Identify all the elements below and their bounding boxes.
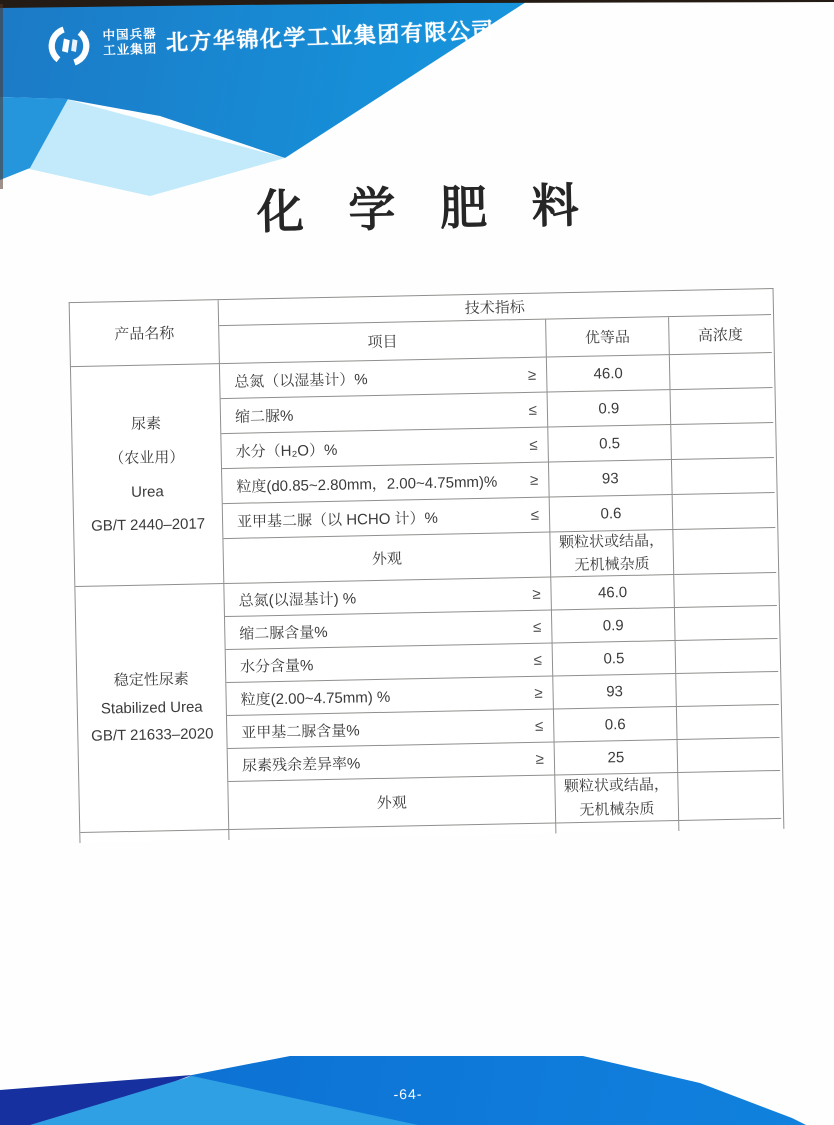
high-conc-cell: [671, 423, 774, 460]
high-conc-cell: [675, 606, 778, 641]
item-label: 总氮(以湿基计) %: [238, 589, 357, 610]
premium-value: 0.5: [553, 641, 677, 676]
premium-value: 93: [549, 460, 673, 497]
item-header-cell: 项目: [219, 320, 547, 365]
norinco-logo-icon: [43, 20, 95, 70]
high-conc-cell: [670, 353, 773, 390]
appearance-label-cell: 外观: [228, 775, 556, 830]
spec-operator: ≥: [529, 471, 539, 489]
high-conc-cell: [676, 639, 779, 674]
partial-row-cell: [556, 821, 679, 843]
item-label: 亚甲基二脲含量%: [241, 721, 360, 742]
premium-value: 25: [555, 740, 679, 775]
premium-value: 46.0: [547, 355, 671, 392]
item-label: 亚甲基二脲（以 HCHO 计）%: [236, 509, 439, 531]
item-label: 粒度(2.00~4.75mm) %: [240, 688, 391, 709]
tech-header-cell: 技术指标: [219, 289, 771, 326]
item-label: 水分（H₂O）%: [235, 441, 338, 461]
spec-operator: ≤: [530, 506, 540, 524]
high-conc-cell: [674, 573, 777, 608]
scan-edge-left: [0, 4, 3, 189]
item-label: 总氮（以湿基计）%: [234, 370, 368, 391]
high-conc-cell: [671, 388, 774, 425]
high-conc-header-cell: 高浓度: [669, 315, 772, 355]
appearance-value-cell: [550, 530, 674, 577]
item-label: 缩二脲%: [234, 407, 294, 426]
spec-operator: ≤: [533, 651, 543, 669]
high-conc-cell: [676, 672, 779, 707]
spec-operator: ≥: [534, 684, 543, 702]
partial-row-cell: [679, 819, 781, 843]
appearance-value-line: 颗粒状或结晶，: [558, 531, 665, 552]
product-line: 尿素: [130, 415, 162, 433]
appearance-value-line: 无机械杂质: [574, 555, 650, 575]
high-conc-cell: [677, 705, 780, 740]
premium-value: 0.6: [550, 495, 674, 532]
spec-operator: ≤: [532, 618, 542, 636]
spec-table: [69, 288, 785, 843]
high-conc-cell: [673, 528, 776, 575]
group-name-line2: 工业集团: [102, 41, 158, 58]
appearance-value-line: 无机械杂质: [579, 799, 655, 819]
product-cell-urea: [71, 364, 224, 587]
product-line: 稳定性尿素: [113, 670, 189, 690]
premium-value: 93: [553, 674, 677, 709]
spec-operator: ≤: [528, 401, 538, 419]
product-line: Urea: [131, 482, 164, 501]
group-name-line1: 中国兵器: [102, 26, 157, 43]
appearance-label-cell: 外观: [223, 533, 551, 585]
premium-value: 0.6: [554, 707, 678, 742]
premium-value: 0.5: [548, 425, 672, 462]
item-label: 水分含量%: [239, 656, 314, 676]
high-conc-cell: [678, 738, 781, 773]
page-title: 化学肥料: [256, 179, 624, 240]
product-line: （农业用）: [109, 448, 185, 468]
premium-value: 0.9: [548, 390, 672, 427]
item-label: 尿素残余差异率%: [241, 754, 361, 775]
item-label: 粒度(d0.85~2.80mm，2.00~4.75mm)%: [236, 473, 498, 496]
page-number: -64-: [393, 1085, 423, 1103]
item-label: 缩二脲含量%: [239, 623, 328, 643]
product-line: GB/T 2440–2017: [90, 515, 206, 535]
group-name: [102, 27, 157, 59]
product-name-header-cell: 产品名称: [70, 300, 220, 367]
product-line: GB/T 21633–2020: [91, 725, 214, 746]
high-conc-cell: [678, 771, 781, 821]
spec-operator: ≤: [534, 717, 544, 735]
appearance-value-cell: [555, 773, 679, 823]
appearance-value-line: 颗粒状或结晶，: [563, 776, 670, 796]
spec-operator: ≥: [532, 585, 541, 603]
product-line: Stabilized Urea: [100, 698, 203, 718]
high-conc-cell: [673, 493, 776, 530]
product-cell-stabilized-urea: [75, 584, 229, 833]
spec-operator: ≤: [529, 436, 538, 454]
premium-value: 46.0: [551, 575, 675, 610]
company-name: 北方华锦化学工业集团有限公司: [165, 17, 496, 55]
spec-operator: ≥: [527, 366, 537, 384]
premium-value: 0.9: [552, 608, 676, 643]
spec-operator: ≥: [535, 750, 545, 768]
high-conc-cell: [672, 458, 775, 495]
premium-header-cell: 优等品: [546, 317, 670, 357]
partial-row-cell: [80, 830, 229, 843]
